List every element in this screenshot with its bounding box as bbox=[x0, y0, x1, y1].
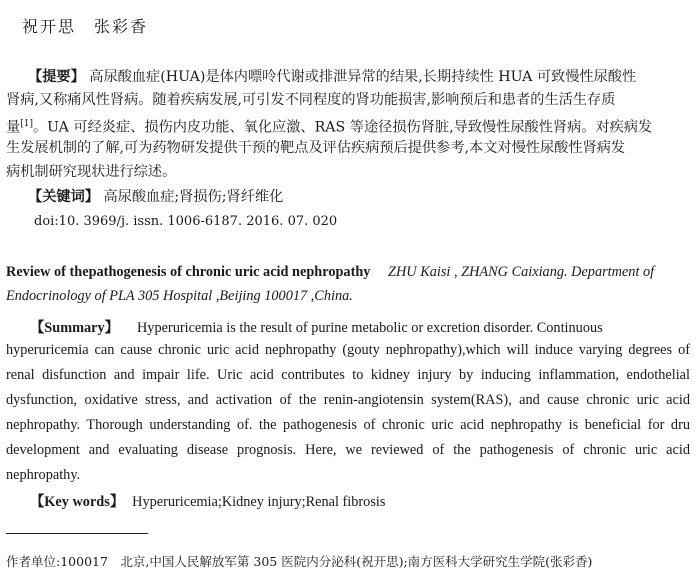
en-summary-line-3: renal disfunction and impair life. Uric acid contributes to kidney injury by inducing inflammation, endothelial bbox=[6, 367, 690, 383]
cn-abstract-line-5: 病机制研究现状进行综述。 bbox=[6, 164, 177, 180]
en-authors-1: ZHU Kaisi , ZHANG Caixiang. Department of bbox=[388, 264, 655, 280]
en-keywords bbox=[6, 491, 385, 511]
en-summary-line-6: development and evaluating disease prognosis. Here, we reviewed of the pathogenesis of chronic uric acid bbox=[6, 442, 690, 458]
cn-abstract-line-1 bbox=[6, 66, 690, 89]
cn-keywords bbox=[6, 186, 690, 209]
en-title-line bbox=[6, 264, 654, 281]
en-title: Review of thepathogenesis of chronic uric acid nephropathy bbox=[6, 264, 371, 280]
cn-abstract-text-1: 高尿酸血症(HUA)是体内嘌呤代谢或排泄异常的结果,长期持续性 HUA 可致慢性尿酸性 bbox=[89, 69, 637, 85]
en-affiliation: Endocrinology of PLA 305 Hospital ,Beijing 100017 ,China. bbox=[6, 288, 353, 304]
citation-ref: [1] bbox=[20, 119, 33, 129]
cn-abstract-text-3a: 量 bbox=[6, 119, 21, 136]
en-summary-line-7: nephropathy. bbox=[6, 467, 81, 483]
en-summary-text-1: Hyperuricemia is the result of purine metabolic or excretion disorder. Continuous bbox=[136, 320, 603, 336]
author-affiliation-footnote: 作者单位:100017 北京,中国人民解放军第 305 医院内分泌科(祝开思);南方医科大学研究生学院(张彩香) bbox=[6, 554, 593, 569]
en-keywords-label: 【Key words】 bbox=[30, 494, 125, 510]
en-summary-line-4: dysfunction, oxidative stress, and activation of the renin-angiotensin system(RAS), and cause chronic uric acid bbox=[6, 392, 690, 408]
cn-abstract-line-2: 肾病,又称痛风性肾病。随着疾病发展,可引发不同程度的肾功能损害,影响预后和患者的生活生存质 bbox=[6, 92, 616, 108]
cn-keywords-label: 【关键词】 bbox=[28, 189, 99, 205]
footnote-divider bbox=[6, 533, 148, 534]
cn-keywords-text: 高尿酸血症;肾损伤;肾纤维化 bbox=[103, 189, 284, 205]
en-keywords-text: Hyperuricemia;Kidney injury;Renal fibrosis bbox=[132, 494, 386, 510]
en-summary-line-2: hyperuricemia can cause chronic uric acid nephropathy (gouty nephropathy),which will induce varying degrees of bbox=[6, 342, 690, 358]
doi: doi:10. 3969/j. issn. 1006-6187. 2016. 07. 020 bbox=[34, 214, 338, 229]
cn-abstract-text-3b: 。UA 可经炎症、损伤内皮功能、氧化应激、RAS 等途径损伤肾脏,导致慢性尿酸性肾病。对疾病发 bbox=[32, 119, 653, 136]
author-names: 祝开思 张彩香 bbox=[22, 17, 149, 36]
cn-abstract-line-4: 生发展机制的了解,可为药物研发提供干预的靶点及评估疾病预后提供参考,本文对慢性尿酸性肾病发 bbox=[6, 140, 626, 156]
cn-abstract-label: 【提要】 bbox=[28, 69, 85, 85]
en-summary-label: 【Summary】 bbox=[30, 320, 119, 336]
en-summary-line-1 bbox=[6, 317, 603, 337]
en-summary-line-5: nephropathy. Thorough understanding of. the pathogenesis of chronic uric acid nephropathy is beneficial for dru bbox=[6, 417, 690, 433]
cn-abstract-line-3 bbox=[6, 113, 690, 140]
